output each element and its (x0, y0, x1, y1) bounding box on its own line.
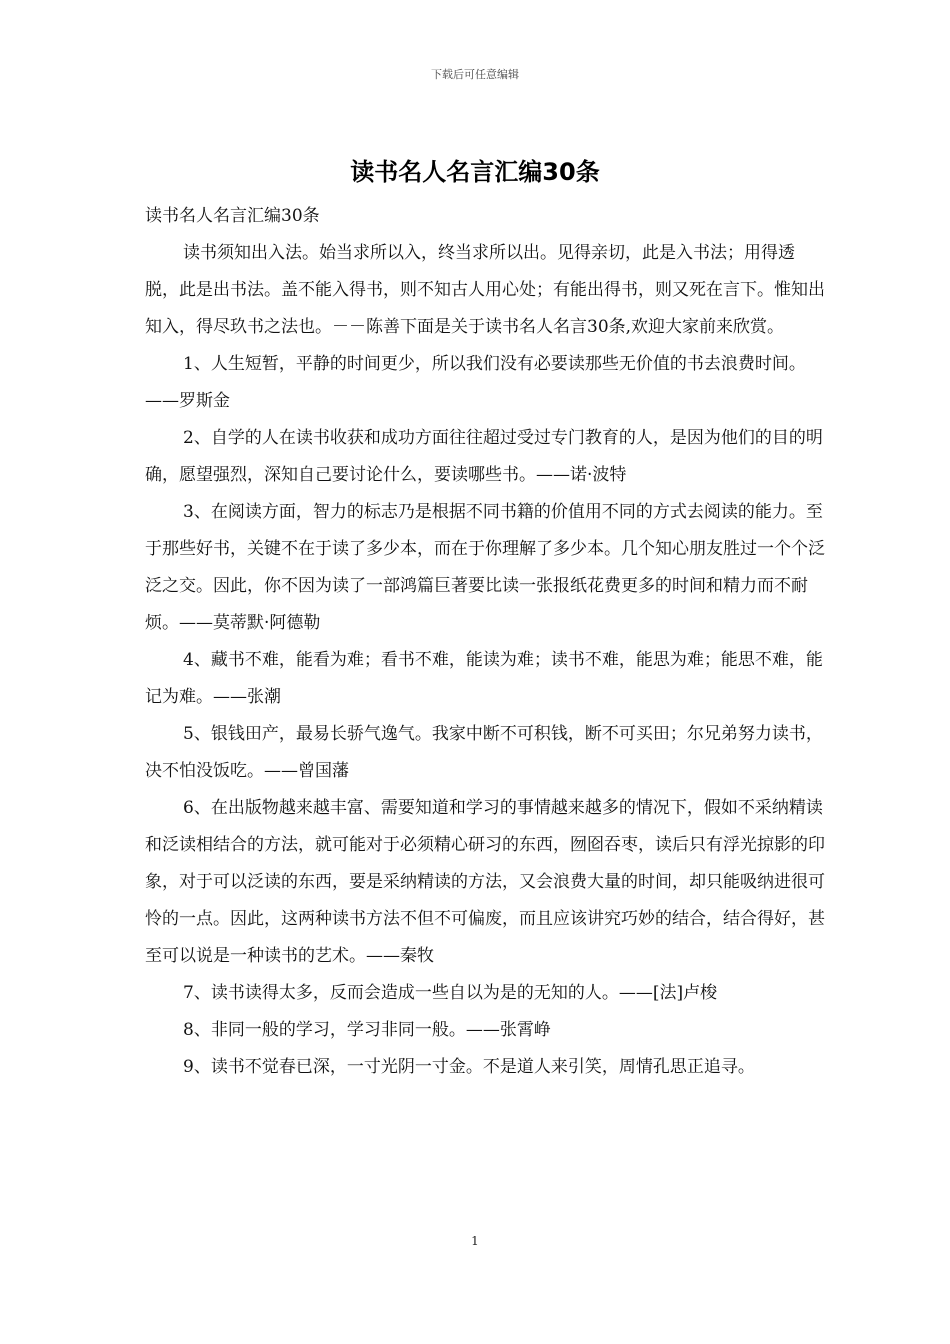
document-body (145, 198, 825, 1086)
quote-1: 1、人生短暂，平静的时间更少，所以我们没有必要读那些无价值的书去浪费时间。——罗斯金 (145, 354, 806, 411)
quote-7: 7、读书读得太多，反而会造成一些自以为是的无知的人。——[法]卢梭 (183, 983, 718, 1003)
quote-6: 6、在出版物越来越丰富、需要知道和学习的事情越来越多的情况下，假如不采纳精读和泛读相结合的方法，就可能对于必须精心研习的东西，囫囵吞枣，读后只有浮光掠影的印象，对于可以泛读的东西，要是采纳精读的方法，又会浪费大量的时间，却只能吸纳进很可怜的一点。因此，这两种读书方法不但不可偏废，而且应该讲究巧妙的结合，结合得好，甚至可以说是一种读书的艺术。——秦牧 (145, 798, 825, 966)
quote-3: 3、在阅读方面，智力的标志乃是根据不同书籍的价值用不同的方式去阅读的能力。至于那些好书，关键不在于读了多少本，而在于你理解了多少本。几个知心朋友胜过一个个泛泛之交。因此，你不因为读了一部鸿篇巨著要比读一张报纸花费更多的时间和精力而不耐烦。——莫蒂默·阿德勒 (145, 502, 825, 633)
quote-5: 5、银钱田产，最易长骄气逸气。我家中断不可积钱，断不可买田；尔兄弟努力读书，决不怕没饭吃。——曾国藩 (145, 724, 823, 781)
quote-8: 8、非同一般的学习，学习非同一般。——张霄峥 (183, 1020, 551, 1040)
quote-4: 4、藏书不难，能看为难；看书不难，能读为难；读书不难，能思为难；能思不难，能记为难。——张潮 (145, 650, 823, 707)
header-note: 下载后可任意编辑 (431, 68, 519, 81)
subtitle-line: 读书名人名言汇编30条 (145, 206, 320, 226)
quote-9: 9、读书不觉春已深，一寸光阴一寸金。不是道人来引笑，周情孔思正追寻。 (183, 1057, 755, 1077)
page-title: 读书名人名言汇编30条 (350, 158, 600, 186)
paragraph-intro: 读书须知出入法。始当求所以入，终当求所以出。见得亲切，此是入书法；用得透脱，此是出书法。盖不能入得书，则不知古人用心处；有能出得书，则又死在言下。惟知出知入，得尽玖书之法也。－－陈善下面是关于读书名人名言30条,欢迎大家前来欣赏。 (145, 243, 825, 337)
page-number: 1 (471, 1234, 479, 1248)
quote-2: 2、自学的人在读书收获和成功方面往往超过受过专门教育的人，是因为他们的目的明确，愿望强烈，深知自己要讨论什么，要读哪些书。——诺·波特 (145, 428, 823, 485)
